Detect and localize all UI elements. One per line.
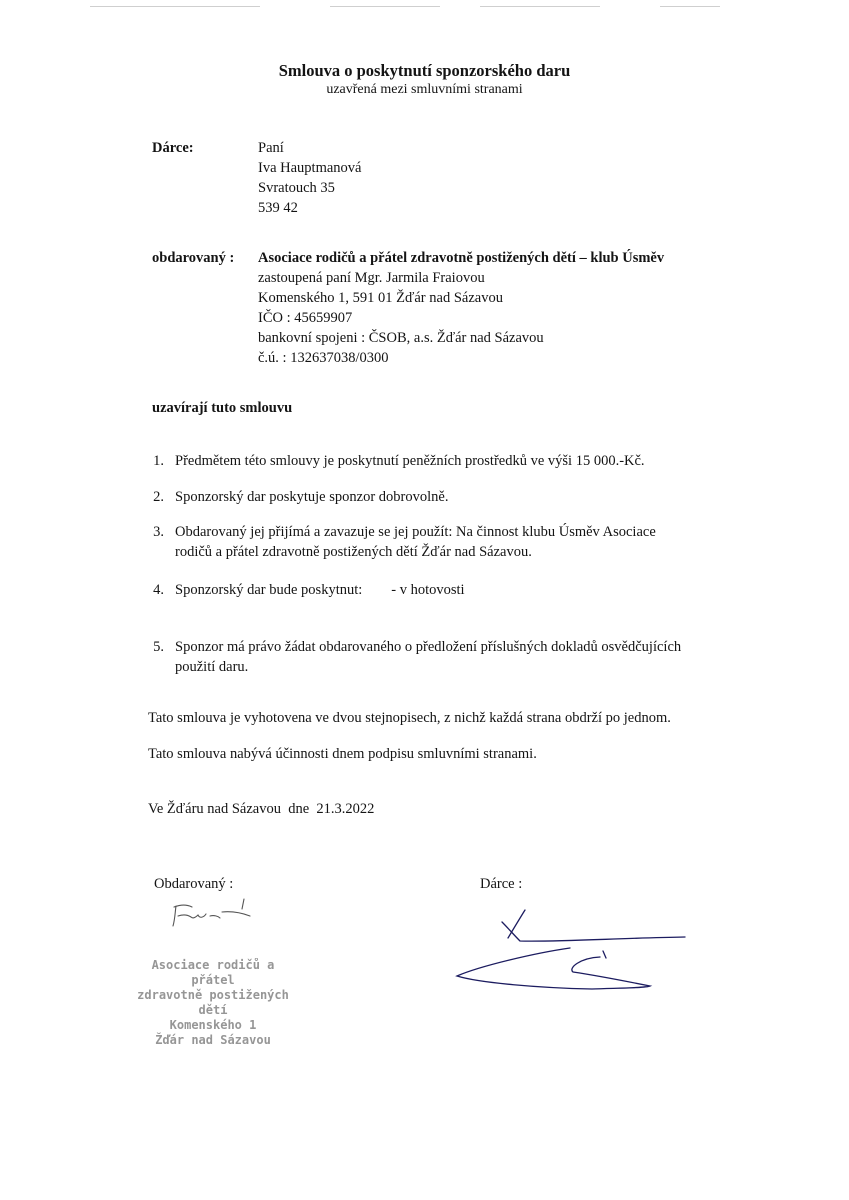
validity-statement: Tato smlouva nabývá účinnosti dnem podpisu smluvními stranami. <box>148 746 537 762</box>
document-subtitle: uzavřená mezi smluvními stranami <box>326 82 523 97</box>
scan-artifact <box>480 6 600 7</box>
donor-line: 539 42 <box>258 200 298 216</box>
recipient-details <box>258 248 664 368</box>
clause-text: použití daru. <box>175 659 249 675</box>
stamp-line: Komenského 1 <box>169 1018 257 1032</box>
clause-text: Sponzorský dar bude poskytnut: - v hotovosti <box>175 582 465 598</box>
copies-statement: Tato smlouva je vyhotovena ve dvou stejnopisech, z nichž každá strana obdrží po jednom. <box>148 710 671 726</box>
clause-number: 5. <box>153 639 164 655</box>
clause-text: rodičů a přátel zdravotně postižených dětí Žďár nad Sázavou. <box>175 544 532 560</box>
recipient-line: zastoupená paní Mgr. Jarmila Fraiovou <box>258 270 485 286</box>
recipient-line: Komenského 1, 591 01 Žďár nad Sázavou <box>258 290 503 306</box>
recipient-signature <box>160 895 280 935</box>
recipient-name: Asociace rodičů a přátel zdravotně postižených dětí – klub Úsměv <box>258 250 665 266</box>
donor-line: Svratouch 35 <box>258 180 335 196</box>
donor-signature-label: Dárce : <box>480 876 523 892</box>
scan-artifact <box>660 6 720 7</box>
organization-stamp <box>128 958 298 1048</box>
clause-text: Sponzor má právo žádat obdarovaného o předložení příslušných dokladů osvědčujících <box>175 639 682 655</box>
clause-text: Obdarovaný jej přijímá a zavazuje se jej použít: Na činnost klubu Úsměv Asociace <box>175 524 656 540</box>
recipient-label: obdarovaný : <box>152 250 235 266</box>
clause-text: Sponzorský dar poskytuje sponzor dobrovolně. <box>175 489 449 505</box>
donor-address <box>258 138 361 218</box>
agreement-heading: uzavírají tuto smlouvu <box>152 400 293 416</box>
recipient-line: IČO : 45659907 <box>258 310 353 326</box>
scan-artifact <box>330 6 440 7</box>
recipient-line: č.ú. : 132637038/0300 <box>258 350 389 366</box>
stamp-line: Asociace rodičů a přátel <box>151 958 275 987</box>
clause-number: 4. <box>153 582 164 598</box>
donor-line: Paní <box>258 140 284 156</box>
clause-number: 3. <box>153 524 164 540</box>
recipient-line: bankovní spojeni : ČSOB, a.s. Žďár nad Sázavou <box>258 330 544 346</box>
donor-signature <box>440 908 720 998</box>
scan-artifact <box>90 6 260 7</box>
clause-number: 2. <box>153 489 164 505</box>
donor-label: Dárce: <box>152 140 194 156</box>
stamp-line: zdravotně postižených dětí <box>137 988 289 1017</box>
document-title: Smlouva o poskytnutí sponzorského daru <box>278 61 571 80</box>
stamp-line: Žďár nad Sázavou <box>155 1033 271 1047</box>
donor-line: Iva Hauptmanová <box>258 160 362 176</box>
clause-text: Předmětem této smlouvy je poskytnutí peněžních prostředků ve výši 15 000.-Kč. <box>175 453 645 469</box>
place-and-date: Ve Žďáru nad Sázavou dne 21.3.2022 <box>148 801 375 817</box>
recipient-signature-label: Obdarovaný : <box>154 876 234 892</box>
clause-number: 1. <box>153 453 164 469</box>
